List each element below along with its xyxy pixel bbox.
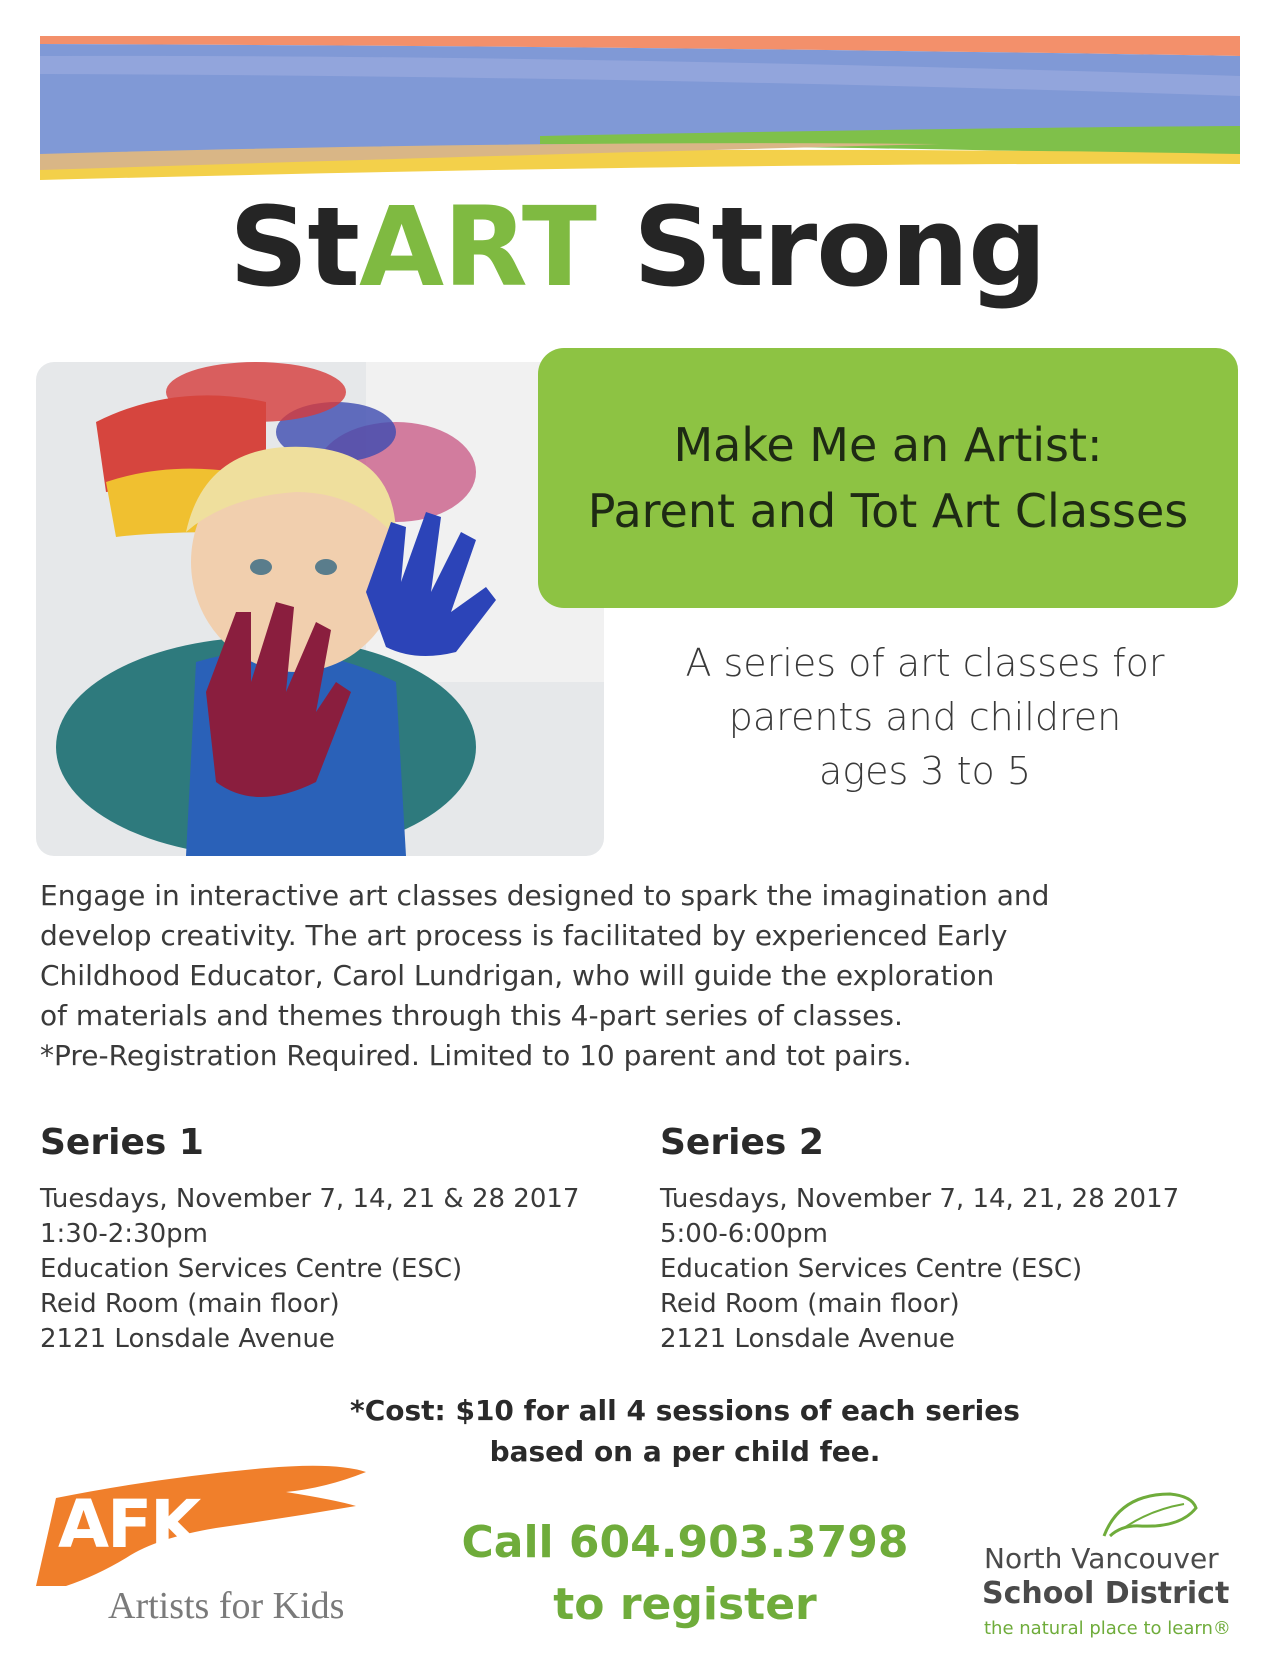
nvsd-logo [980, 1488, 1260, 1648]
audience-text [620, 636, 1230, 798]
series-1-dates: Tuesdays, November 7, 14, 21 & 28 2017 [40, 1184, 580, 1214]
series-2-address: 2121 Lonsdale Avenue [660, 1324, 955, 1354]
audience-line-2: parents and children [728, 695, 1122, 739]
series-1-room: Reid Room (main floor) [40, 1289, 340, 1319]
series-1-details [40, 1118, 600, 1357]
title-art: ART [358, 183, 596, 311]
title-strong: Strong [595, 183, 1046, 311]
page-title [0, 182, 1275, 312]
class-title-line-1: Make Me an Artist: [673, 418, 1103, 472]
series-1-heading: Series 1 [40, 1122, 204, 1163]
nvsd-line-1: North Vancouver [984, 1542, 1219, 1575]
audience-line-3: ages 3 to 5 [818, 749, 1031, 793]
description-line-1: Engage in interactive art classes designed to spark the imagination and [40, 879, 1050, 912]
nvsd-line-2: School District [982, 1576, 1230, 1611]
series-1-venue: Education Services Centre (ESC) [40, 1254, 463, 1284]
child-painted-hands-photo [36, 362, 604, 856]
series-2-room: Reid Room (main floor) [660, 1289, 960, 1319]
call-to-register [440, 1512, 930, 1636]
afk-name: Artists for Kids [108, 1585, 345, 1627]
description-line-2: develop creativity. The art process is facilitated by experienced Early [40, 919, 1008, 952]
series-2-dates: Tuesdays, November 7, 14, 21, 28 2017 [660, 1184, 1180, 1214]
leaf-icon [1100, 1488, 1200, 1540]
call-line-2: to register [553, 1579, 817, 1630]
title-start: St [229, 183, 359, 311]
series-2-heading: Series 2 [660, 1122, 824, 1163]
audience-line-1: A series of art classes for [685, 641, 1165, 685]
series-2-venue: Education Services Centre (ESC) [660, 1254, 1083, 1284]
class-title-box [538, 348, 1238, 608]
description-line-5: *Pre-Registration Required. Limited to 10 parent and tot pairs. [40, 1039, 912, 1072]
description-line-4: of materials and themes through this 4-part series of classes. [40, 999, 903, 1032]
decorative-color-banner [40, 36, 1240, 180]
afk-letters: AFK [58, 1486, 200, 1563]
class-title-line-2: Parent and Tot Art Classes [587, 484, 1189, 538]
description-line-3: Childhood Educator, Carol Lundrigan, who will guide the exploration [40, 959, 995, 992]
series-2-time: 5:00-6:00pm [660, 1219, 828, 1249]
cost-line-2: based on a per child fee. [489, 1435, 881, 1468]
call-line-1: Call 604.903.3798 [461, 1517, 909, 1568]
series-1-time: 1:30-2:30pm [40, 1219, 208, 1249]
description [40, 876, 1200, 1076]
series-2-details [660, 1118, 1220, 1357]
nvsd-tagline: the natural place to learn® [984, 1618, 1231, 1639]
series-1-address: 2121 Lonsdale Avenue [40, 1324, 335, 1354]
cost-line-1: *Cost: $10 for all 4 sessions of each series [350, 1394, 1020, 1427]
afk-logo [36, 1458, 396, 1638]
